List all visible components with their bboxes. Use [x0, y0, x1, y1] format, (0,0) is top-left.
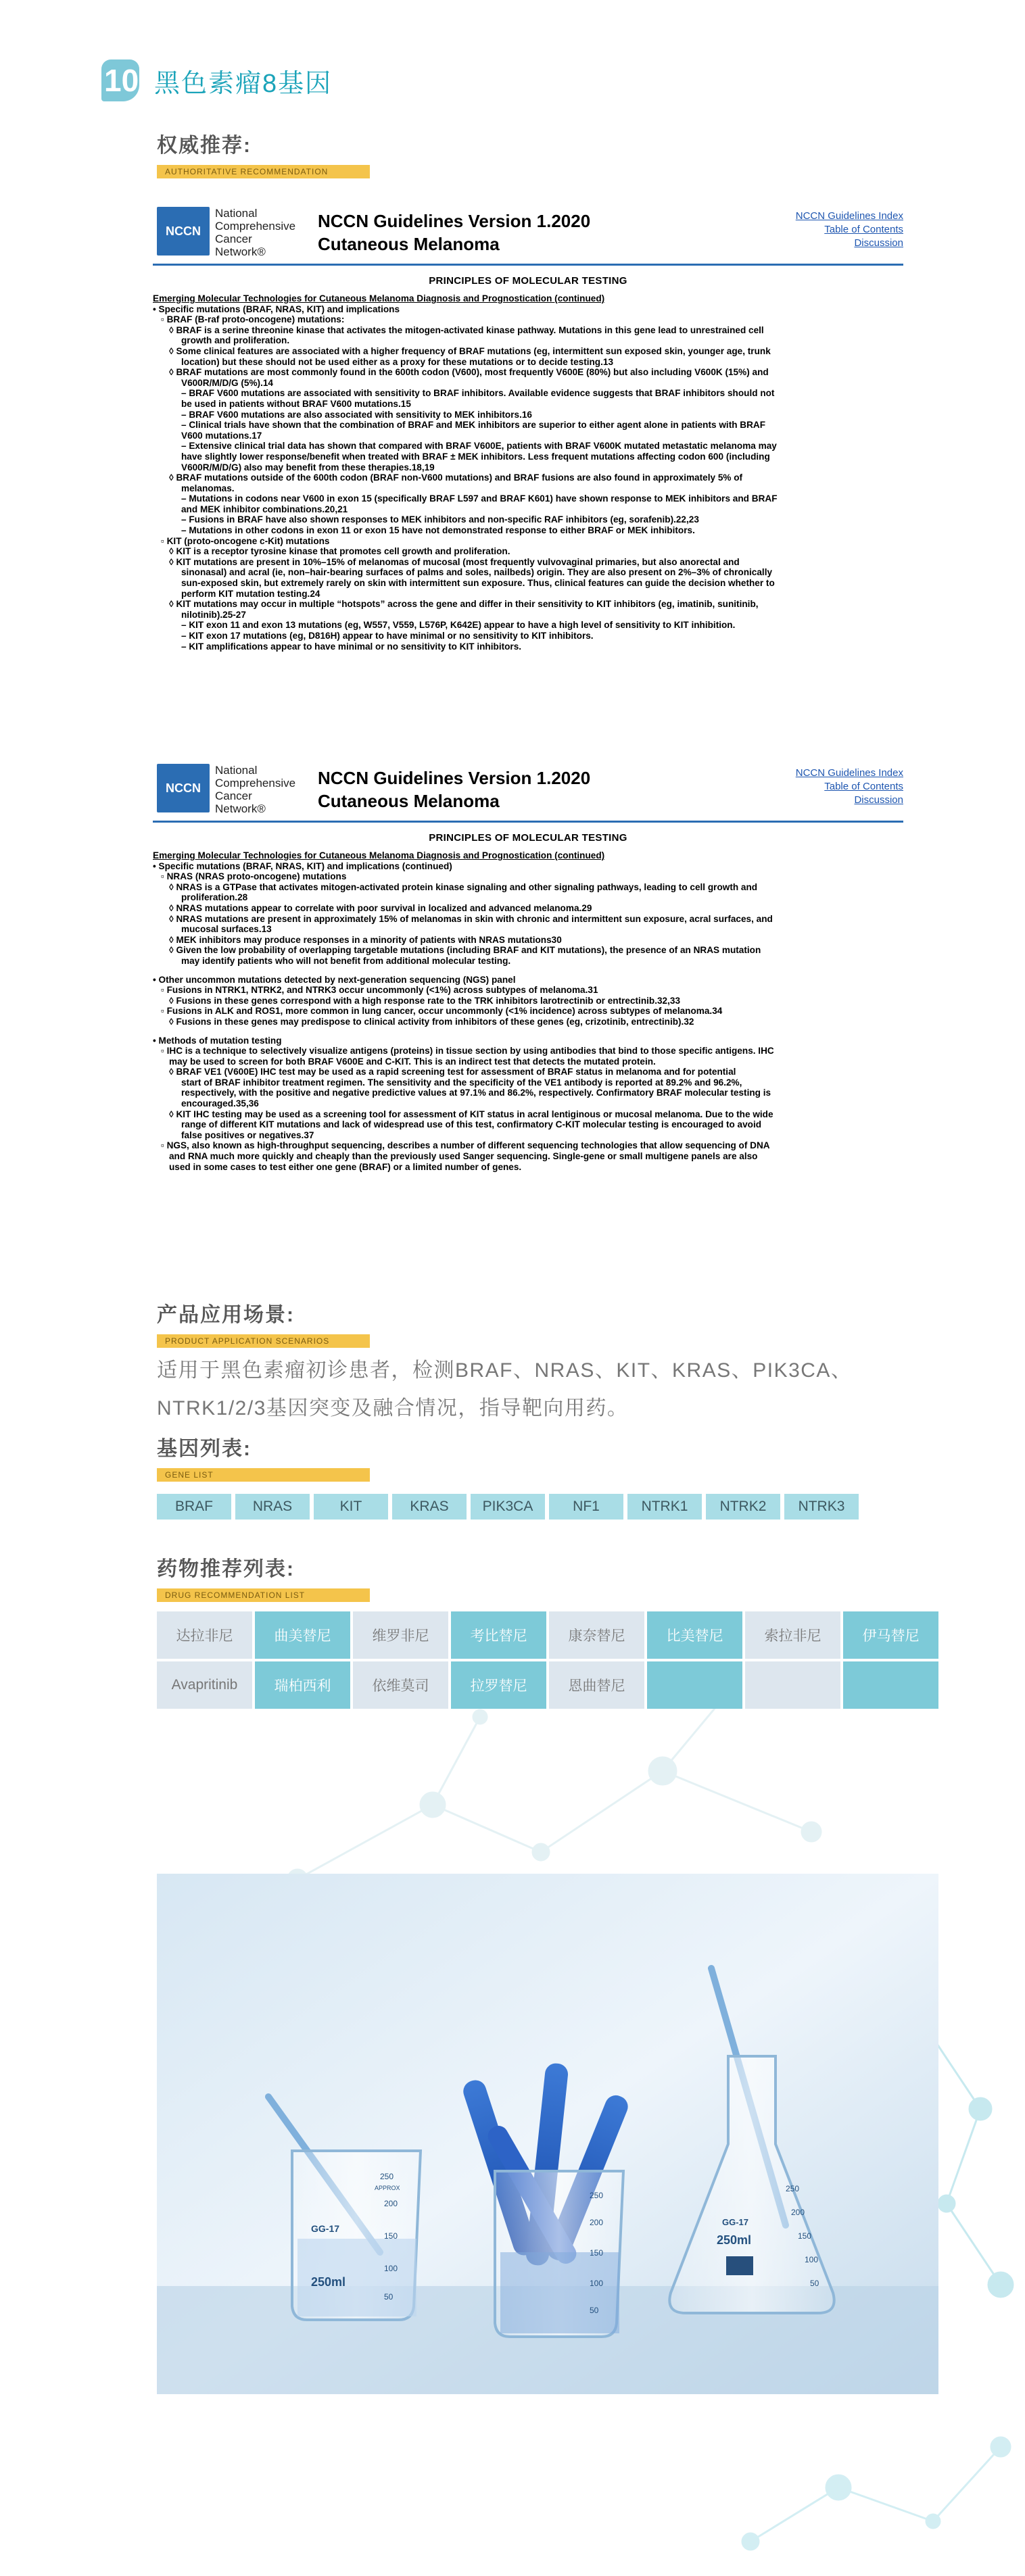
drug-grid [157, 1611, 938, 1709]
svg-text:APPROX: APPROX [375, 2185, 400, 2191]
nccn-guideline-page-2 [153, 757, 903, 1172]
svg-text:250ml: 250ml [717, 2233, 752, 2247]
guideline-line: V600R/M/D/G) also may benefit from these therapies.18,19 [181, 462, 435, 472]
guideline-line: encouraged.35,36 [181, 1098, 259, 1109]
svg-text:200: 200 [791, 2208, 805, 2217]
drug-cell: 考比替尼 [451, 1611, 546, 1659]
guideline-line: ◊ Fusions in these genes may predispose to clinical activity from inhibitors of these genes (eg, crizotinib, entrectinib).32 [169, 1016, 694, 1027]
drug-cell-empty [745, 1661, 840, 1709]
svg-text:200: 200 [590, 2218, 604, 2227]
gene-tag: NTRK3 [784, 1494, 859, 1520]
nccn-version-title: NCCN Guidelines Version 1.2020 Cutaneous Melanoma [318, 768, 591, 811]
guideline-line: may be used to screen for both BRAF V600E and C-KIT. This is an indirect test that detects the mutated protein. [169, 1056, 656, 1067]
guideline-line: false positives or negatives.37 [181, 1129, 314, 1140]
guideline-line: ◊ NRAS mutations appear to correlate with poor survival in localized and advanced melanoma.29 [169, 902, 592, 913]
svg-text:50: 50 [384, 2292, 394, 2302]
guideline-line: ◊ NRAS mutations are present in approximately 15% of melanomas in skin with chronic and intermittent sun exposure, acral surfaces, and [169, 913, 773, 924]
guideline-line: sun-exposed skin, but extremely rarely on skin with intermittent sun exposure. Thus, clinical features can guide the decision whether to [181, 578, 775, 589]
line-gap [153, 967, 903, 975]
guideline-line: start of BRAF inhibitor treatment regimen. The sensitivity and the specificity of the VE1 antibody is reported at 89.2% and 96.2%, [181, 1077, 742, 1088]
section-subtitle-bar: PRODUCT APPLICATION SCENARIOS [157, 1334, 370, 1348]
gene-tag: NF1 [549, 1494, 623, 1520]
nccn-divider [153, 821, 903, 823]
guideline-line: ▫ BRAF (B-raf proto-oncogene) mutations: [161, 314, 345, 325]
gene-tag: NTRK1 [627, 1494, 702, 1520]
guideline-line: – Mutations in codons near V600 in exon 15 (specifically BRAF L597 and BRAF K601) have shown response to MEK inhibitors and BRAF [181, 493, 778, 504]
link-discussion[interactable]: Discussion [854, 794, 903, 806]
guideline-line: ▫ KIT (proto-oncogene c-Kit) mutations [161, 535, 330, 546]
link-table-of-contents[interactable]: Table of Contents [824, 781, 903, 792]
guideline-line: ◊ KIT is a receptor tyrosine kinase that promotes cell growth and proliferation. [169, 546, 510, 557]
guideline-line: ◊ KIT mutations may occur in multiple “hotspots” across the gene and differ in their sensitivity to KIT inhibitors (eg, imatinib, sunitinib, [169, 599, 759, 610]
svg-text:250: 250 [786, 2184, 800, 2193]
drug-cell: 恩曲替尼 [549, 1661, 644, 1709]
guideline-line: nilotinib).25-27 [181, 609, 246, 620]
section-title: 药物推荐列表: [157, 1558, 295, 1580]
guideline-line: range of different KIT mutations and lack of widespread use of this test, confirmatory C-KIT molecular testing is encouraged to avoid [181, 1119, 762, 1130]
guideline-line: melanomas. [181, 483, 235, 493]
guideline-line: ▫ IHC is a technique to selectively visualize antigens (proteins) in tissue section by using antibodies that bind to those specific antigens. IHC [161, 1046, 774, 1056]
guideline-line: • Other uncommon mutations detected by next-generation sequencing (NGS) panel [153, 974, 516, 985]
page-number: 10 [101, 59, 149, 101]
link-guidelines-index[interactable]: NCCN Guidelines Index [795, 767, 903, 779]
section-subtitle-bar: GENE LIST [157, 1468, 370, 1482]
line-gap [153, 1027, 903, 1036]
drug-cell: 拉罗替尼 [451, 1661, 546, 1709]
nccn-nav-links [796, 210, 903, 250]
guideline-line: – KIT exon 17 mutations (eg, D816H) appear to have minimal or no sensitivity to KIT inhibitors. [181, 631, 594, 641]
svg-text:150: 150 [384, 2231, 398, 2241]
svg-text:50: 50 [810, 2279, 819, 2288]
guideline-line: ◊ Given the low probability of overlapping targetable mutations (including BRAF and KIT mutations), the presence of an NRAS mutation [169, 945, 761, 956]
drug-cell: 伊马替尼 [843, 1611, 938, 1659]
guideline-line: ◊ KIT IHC testing may be used as a screening tool for assessment of KIT status in acral lentiginous or mucosal melanoma. Due to the wide [169, 1109, 773, 1119]
guideline-line: ▫ NRAS (NRAS proto-oncogene) mutations [161, 871, 347, 882]
guideline-line: ▫ NGS, also known as high-throughput sequencing, describes a number of different sequencing technologies that allow sequencing of DNA [161, 1140, 770, 1151]
guideline-line: respectively, with the positive and negative predictive values at 97.1% and 86.2%, respectively. Confirmatory BRAF molecular testing is [181, 1088, 771, 1098]
guideline-line: – KIT exon 11 and exon 13 mutations (eg, W557, V559, L576P, K642E) appear to have a high level of sensitivity to KIT inhibition. [181, 620, 736, 631]
svg-text:GG-17: GG-17 [311, 2223, 340, 2234]
section-title: 产品应用场景: [157, 1304, 295, 1326]
drug-cell: 瑞柏西利 [255, 1661, 350, 1709]
nccn-logo-text: National Comprehensive Cancer Network® [215, 764, 296, 815]
guideline-line: perform KIT mutation testing.24 [181, 588, 320, 599]
guideline-line: sinonasal) and acral (ie, non–hair-bearing surfaces of palms and soles, nailbeds) origin. They are also present on 2%–3% of chronically [181, 567, 773, 578]
guideline-line: – KIT amplifications appear to have minimal or no sensitivity to KIT inhibitors. [181, 641, 522, 652]
guideline-line: – BRAF V600 mutations are also associated with sensitivity to MEK inhibitors.16 [181, 409, 532, 420]
nccn-version-title: NCCN Guidelines Version 1.2020 Cutaneous Melanoma [318, 211, 591, 254]
lab-glassware-image [157, 1874, 938, 2394]
svg-text:GG-17: GG-17 [722, 2217, 749, 2227]
nccn-header [153, 757, 903, 818]
section-heading-authoritative [157, 128, 370, 178]
section-heading-genes [157, 1432, 370, 1482]
nccn-subtitle: PRINCIPLES OF MOLECULAR TESTING [429, 275, 627, 287]
drug-cell: 曲美替尼 [255, 1611, 350, 1659]
guideline-line: may identify patients who will not benefit from additional molecular testing. [181, 955, 511, 966]
nccn-logo: NCCN [157, 207, 210, 256]
section-subtitle-bar: AUTHORITATIVE RECOMMENDATION [157, 165, 370, 178]
svg-text:100: 100 [590, 2279, 604, 2288]
page-title: 黑色素瘤8基因 [154, 69, 333, 98]
nccn-logo: NCCN [157, 764, 210, 812]
gene-tag: PIK3CA [471, 1494, 545, 1520]
guideline-line: have slightly lower response/benefit when treated with BRAF ± MEK inhibitors. Less frequent mutations affecting codon 600 (including [181, 451, 770, 462]
gene-tag: KIT [314, 1494, 388, 1520]
page-header [101, 59, 332, 101]
drug-cell: 依维莫司 [353, 1661, 448, 1709]
svg-text:50: 50 [590, 2306, 599, 2315]
molecule-decoration-bottom [730, 2406, 1014, 2569]
gene-tag: BRAF [157, 1494, 231, 1520]
drug-cell: 维罗非尼 [353, 1611, 448, 1659]
drug-cell: Avapritinib [157, 1661, 252, 1709]
nccn-divider [153, 264, 903, 266]
svg-text:150: 150 [798, 2231, 812, 2241]
svg-text:250: 250 [590, 2191, 604, 2200]
svg-text:100: 100 [805, 2255, 819, 2264]
guideline-line: and RNA much more quickly and cheaply than the previously used Sanger sequencing. Single-gene or small multigene panels are also [169, 1151, 758, 1162]
guideline-line: ◊ NRAS is a GTPase that activates mitogen-activated protein kinase signaling and other signaling pathways, leading to cell growth and [169, 881, 758, 892]
gene-tag: KRAS [392, 1494, 467, 1520]
nccn-logo-text: National Comprehensive Cancer Network® [215, 207, 296, 258]
svg-text:200: 200 [384, 2199, 398, 2208]
link-guidelines-index[interactable]: NCCN Guidelines Index [795, 210, 903, 222]
guideline-line: • Specific mutations (BRAF, NRAS, KIT) and implications (continued) [153, 860, 452, 871]
guideline-line: V600R/M/D/G (5%).14 [181, 377, 273, 388]
guideline-line: ◊ Some clinical features are associated with a higher frequency of BRAF mutations (eg, intermittent sun exposed skin, younger age, trunk [169, 345, 771, 356]
section-heading-application [157, 1298, 370, 1348]
svg-text:250ml: 250ml [311, 2275, 346, 2289]
svg-text:250: 250 [380, 2172, 394, 2181]
nccn-guideline-page-1 [153, 200, 903, 652]
section-heading-drugs [157, 1552, 370, 1602]
guideline-line: – Clinical trials have shown that the combination of BRAF and MEK inhibitors are superior to either agent alone in patients with BRAF [181, 420, 766, 431]
guideline-line: • Methods of mutation testing [153, 1035, 282, 1046]
drug-cell: 达拉非尼 [157, 1611, 252, 1659]
guideline-line: and MEK inhibitor combinations.20,21 [181, 504, 348, 514]
application-description: 适用于黑色素瘤初诊患者，检测BRAF、NRAS、KIT、KRAS、PIK3CA、NTRK1/2/3基因突变及融合情况，指导靶向用药。 [157, 1359, 853, 1419]
drug-cell: 索拉非尼 [745, 1611, 840, 1659]
guideline-line: ◊ BRAF mutations outside of the 600th codon (BRAF non-V600 mutations) and BRAF fusions are also found in approximately 5% of [169, 472, 743, 483]
guideline-line: ◊ MEK inhibitors may produce responses in a minority of patients with NRAS mutations30 [169, 934, 562, 945]
guideline-line: Emerging Molecular Technologies for Cutaneous Melanoma Diagnosis and Prognostication (continued) [153, 293, 605, 303]
guideline-line: Emerging Molecular Technologies for Cutaneous Melanoma Diagnosis and Prognostication (continued) [153, 850, 605, 860]
guideline-line: growth and proliferation. [181, 335, 290, 346]
drug-cell-empty [843, 1661, 938, 1709]
gene-tag: NRAS [235, 1494, 310, 1520]
guideline-line: ◊ BRAF mutations are most commonly found in the 600th codon (V600), most frequently V600E (80%) but also including V600K (15%) and [169, 367, 769, 378]
drug-cell: 比美替尼 [647, 1611, 742, 1659]
gene-tag: NTRK2 [706, 1494, 780, 1520]
guideline-line: V600 mutations.17 [181, 430, 262, 441]
svg-text:100: 100 [384, 2264, 398, 2273]
guideline-line: proliferation.28 [181, 892, 248, 903]
guideline-line: ◊ Fusions in these genes correspond with a high response rate to the TRK inhibitors larotrectinib or entrectinib.32,33 [169, 995, 681, 1006]
nccn-nav-links [796, 767, 903, 807]
guideline-line: – Fusions in BRAF have also shown responses to MEK inhibitors and non-specific RAF inhibitors (eg, sorafenib).22,23 [181, 514, 699, 525]
guideline-line: mucosal surfaces.13 [181, 924, 272, 935]
guideline-line: – Extensive clinical trial data has shown that compared with BRAF V600E, patients with BRAF V600K mutated metastatic melanoma may [181, 441, 777, 452]
guideline-line: ◊ BRAF is a serine threonine kinase that activates the mitogen-activated kinase pathway. Mutations in this gene lead to unrestrained cell [169, 324, 764, 335]
guideline-line: ▫ Fusions in ALK and ROS1, more common in lung cancer, occur uncommonly (<1% incidence) across subtypes of melanoma.34 [161, 1006, 723, 1017]
section-title: 权威推荐: [157, 135, 252, 157]
lab-glassware-illustration [157, 1874, 938, 2394]
nccn-subtitle: PRINCIPLES OF MOLECULAR TESTING [429, 832, 627, 844]
guideline-line: – BRAF V600 mutations are associated with sensitivity to BRAF inhibitors. Available evidence suggests that BRAF inhibitors should not [181, 388, 775, 399]
section-title: 基因列表: [157, 1438, 252, 1460]
link-table-of-contents[interactable]: Table of Contents [824, 224, 903, 235]
guideline-line: ▫ Fusions in NTRK1, NTRK2, and NTRK3 occur uncommonly (<1%) across subtypes of melanoma.31 [161, 985, 598, 996]
guideline-line: location) but these should not be used either as a proxy for these mutations or to decide testing.13 [181, 356, 614, 367]
drug-cell-empty [647, 1661, 742, 1709]
guideline-line: – Mutations in other codons in exon 11 or exon 15 have not demonstrated response to either BRAF or MEK inhibitors. [181, 525, 695, 536]
drug-cell: 康奈替尼 [549, 1611, 644, 1659]
svg-text:150: 150 [590, 2248, 604, 2258]
guideline-line: ◊ BRAF VE1 (V600E) IHC test may be used as a rapid screening test for assessment of BRAF status in melanoma and for potential [169, 1067, 736, 1077]
guideline-line: • Specific mutations (BRAF, NRAS, KIT) and implications [153, 303, 400, 314]
guideline-line: ◊ KIT mutations are present in 10%–15% of melanomas of mucosal (most frequently vulvovaginal primaries, but also anorectal and [169, 556, 740, 567]
nccn-body-text [153, 850, 903, 1172]
guideline-line: be used in patients without BRAF V600 mutations.15 [181, 398, 411, 409]
link-discussion[interactable]: Discussion [854, 237, 903, 249]
guideline-line: used in some cases to test either one gene (BRAF) or a limited number of genes. [169, 1161, 522, 1172]
gene-list [157, 1494, 859, 1520]
section-subtitle-bar: DRUG RECOMMENDATION LIST [157, 1588, 370, 1602]
nccn-body-text [153, 293, 903, 652]
nccn-header [153, 200, 903, 261]
